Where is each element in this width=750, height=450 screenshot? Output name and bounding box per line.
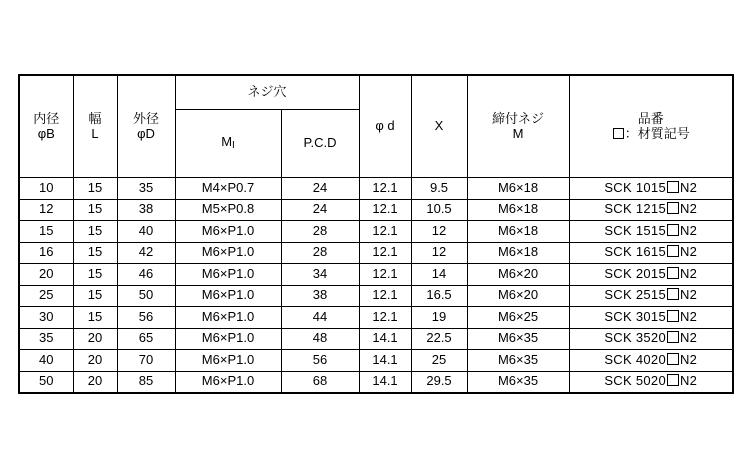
- cell-pcd: 24: [281, 199, 359, 221]
- cell-x: 9.5: [411, 178, 467, 200]
- specification-table: [18, 74, 734, 394]
- cell-part-number: [569, 307, 733, 329]
- cell-inner-diameter: 15: [19, 221, 73, 243]
- cell-inner-diameter: 10: [19, 178, 73, 200]
- cell-tightening-screw: M6×18: [467, 242, 569, 264]
- header-tightening-screw: [467, 75, 569, 178]
- cell-outer-diameter: 85: [117, 371, 175, 393]
- material-code-box-icon: [667, 224, 679, 236]
- material-code-box-icon: [667, 374, 679, 386]
- cell-phi-d: 12.1: [359, 178, 411, 200]
- table-body: [19, 178, 733, 394]
- header-part-number: [569, 75, 733, 178]
- cell-x: 16.5: [411, 285, 467, 307]
- header-m1: [175, 110, 281, 178]
- header-part-number-line2: [570, 127, 733, 142]
- cell-tightening-screw: M6×35: [467, 371, 569, 393]
- header-outer-diameter-line2: φD: [137, 125, 155, 141]
- part-number-suffix: N2: [679, 201, 698, 217]
- cell-phi-d: 12.1: [359, 264, 411, 286]
- header-row-top: [19, 75, 733, 110]
- cell-tightening-screw: M6×35: [467, 328, 569, 350]
- cell-outer-diameter: 42: [117, 242, 175, 264]
- cell-tightening-screw: M6×35: [467, 350, 569, 372]
- cell-width: 15: [73, 264, 117, 286]
- header-outer-diameter: [117, 75, 175, 178]
- header-tightening-screw-line2: M: [512, 125, 524, 141]
- material-code-box-icon: [667, 331, 679, 343]
- cell-tightening-screw: M6×18: [467, 178, 569, 200]
- cell-width: 20: [73, 350, 117, 372]
- cell-outer-diameter: 46: [117, 264, 175, 286]
- cell-phi-d: 12.1: [359, 221, 411, 243]
- material-code-box-icon: [667, 288, 679, 300]
- table-row: [19, 199, 733, 221]
- cell-width: 20: [73, 328, 117, 350]
- cell-part-number: [569, 221, 733, 243]
- cell-width: 15: [73, 242, 117, 264]
- cell-pcd: 24: [281, 178, 359, 200]
- header-pcd: P.C.D: [281, 110, 359, 178]
- header-m1-subscript: I: [232, 140, 235, 152]
- cell-inner-diameter: 40: [19, 350, 73, 372]
- cell-part-number: [569, 178, 733, 200]
- header-width-line1: 幅: [88, 110, 102, 126]
- cell-m1: M6×P1.0: [175, 328, 281, 350]
- cell-part-number: [569, 328, 733, 350]
- part-number-suffix: N2: [679, 222, 698, 238]
- header-screw-hole: ネジ穴: [175, 75, 359, 110]
- material-code-box-icon: [667, 267, 679, 279]
- part-number-suffix: N2: [679, 330, 698, 346]
- cell-pcd: 44: [281, 307, 359, 329]
- cell-tightening-screw: M6×18: [467, 199, 569, 221]
- part-number-prefix: SCK 1615: [604, 244, 666, 260]
- cell-phi-d: 14.1: [359, 328, 411, 350]
- part-number-prefix: SCK 1015: [604, 179, 666, 195]
- cell-pcd: 48: [281, 328, 359, 350]
- part-number-suffix: N2: [679, 179, 698, 195]
- cell-pcd: 68: [281, 371, 359, 393]
- cell-tightening-screw: M6×20: [467, 264, 569, 286]
- cell-m1: M6×P1.0: [175, 350, 281, 372]
- material-code-box-icon: [667, 245, 679, 257]
- spec-table-container: [18, 74, 732, 394]
- cell-width: 15: [73, 285, 117, 307]
- part-number-prefix: SCK 3520: [604, 330, 666, 346]
- cell-outer-diameter: 38: [117, 199, 175, 221]
- cell-width: 15: [73, 199, 117, 221]
- header-m1-text: M: [221, 134, 233, 150]
- cell-outer-diameter: 65: [117, 328, 175, 350]
- header-width-line2: L: [91, 125, 99, 141]
- table-row: [19, 221, 733, 243]
- material-code-box-icon: [613, 128, 624, 139]
- part-number-prefix: SCK 1515: [604, 222, 666, 238]
- cell-inner-diameter: 50: [19, 371, 73, 393]
- cell-phi-d: 14.1: [359, 350, 411, 372]
- cell-tightening-screw: M6×18: [467, 221, 569, 243]
- cell-m1: M6×P1.0: [175, 307, 281, 329]
- cell-tightening-screw: M6×20: [467, 285, 569, 307]
- material-code-box-icon: [667, 353, 679, 365]
- cell-x: 10.5: [411, 199, 467, 221]
- part-number-suffix: N2: [679, 373, 698, 389]
- header-inner-diameter-line2: φB: [37, 125, 55, 141]
- cell-part-number: [569, 242, 733, 264]
- cell-m1: M6×P1.0: [175, 285, 281, 307]
- cell-pcd: 28: [281, 221, 359, 243]
- cell-inner-diameter: 30: [19, 307, 73, 329]
- part-number-prefix: SCK 2515: [604, 287, 666, 303]
- table-row: [19, 285, 733, 307]
- part-number-suffix: N2: [679, 244, 698, 260]
- cell-inner-diameter: 16: [19, 242, 73, 264]
- part-number-suffix: N2: [679, 287, 698, 303]
- table-row: [19, 242, 733, 264]
- cell-pcd: 28: [281, 242, 359, 264]
- header-phi-d: φ d: [359, 75, 411, 178]
- part-number-prefix: SCK 4020: [604, 351, 666, 367]
- cell-m1: M6×P1.0: [175, 371, 281, 393]
- cell-x: 12: [411, 242, 467, 264]
- cell-part-number: [569, 350, 733, 372]
- material-code-box-icon: [667, 202, 679, 214]
- cell-phi-d: 12.1: [359, 199, 411, 221]
- cell-x: 25: [411, 350, 467, 372]
- table-row: [19, 178, 733, 200]
- material-code-box-icon: [667, 310, 679, 322]
- cell-inner-diameter: 20: [19, 264, 73, 286]
- cell-pcd: 34: [281, 264, 359, 286]
- cell-x: 12: [411, 221, 467, 243]
- cell-x: 22.5: [411, 328, 467, 350]
- cell-part-number: [569, 264, 733, 286]
- cell-m1: M4×P0.7: [175, 178, 281, 200]
- cell-pcd: 38: [281, 285, 359, 307]
- header-x: X: [411, 75, 467, 178]
- header-tightening-screw-line1: 締付ネジ: [492, 110, 545, 126]
- cell-outer-diameter: 40: [117, 221, 175, 243]
- cell-x: 14: [411, 264, 467, 286]
- cell-phi-d: 12.1: [359, 242, 411, 264]
- cell-m1: M5×P0.8: [175, 199, 281, 221]
- cell-phi-d: 12.1: [359, 307, 411, 329]
- cell-m1: M6×P1.0: [175, 242, 281, 264]
- cell-outer-diameter: 56: [117, 307, 175, 329]
- cell-part-number: [569, 371, 733, 393]
- cell-width: 15: [73, 307, 117, 329]
- cell-m1: M6×P1.0: [175, 264, 281, 286]
- table-row: [19, 328, 733, 350]
- part-number-suffix: N2: [679, 265, 698, 281]
- cell-part-number: [569, 199, 733, 221]
- part-number-prefix: SCK 2015: [604, 265, 666, 281]
- cell-x: 29.5: [411, 371, 467, 393]
- cell-pcd: 56: [281, 350, 359, 372]
- part-number-prefix: SCK 1215: [604, 201, 666, 217]
- header-part-number-suffix: ：材質記号: [624, 125, 690, 141]
- cell-inner-diameter: 12: [19, 199, 73, 221]
- header-width: [73, 75, 117, 178]
- table-header: [19, 75, 733, 178]
- part-number-prefix: SCK 5020: [604, 373, 666, 389]
- cell-phi-d: 14.1: [359, 371, 411, 393]
- table-row: [19, 371, 733, 393]
- table-row: [19, 350, 733, 372]
- cell-width: 15: [73, 178, 117, 200]
- cell-width: 15: [73, 221, 117, 243]
- part-number-prefix: SCK 3015: [604, 308, 666, 324]
- cell-width: 20: [73, 371, 117, 393]
- header-inner-diameter-line1: 内径: [33, 110, 60, 126]
- table-row: [19, 307, 733, 329]
- part-number-suffix: N2: [679, 308, 698, 324]
- cell-part-number: [569, 285, 733, 307]
- cell-inner-diameter: 25: [19, 285, 73, 307]
- cell-outer-diameter: 35: [117, 178, 175, 200]
- header-outer-diameter-line1: 外径: [132, 110, 159, 126]
- cell-m1: M6×P1.0: [175, 221, 281, 243]
- header-part-number-line1: 品番: [637, 110, 664, 126]
- part-number-suffix: N2: [679, 351, 698, 367]
- cell-tightening-screw: M6×25: [467, 307, 569, 329]
- cell-outer-diameter: 70: [117, 350, 175, 372]
- cell-outer-diameter: 50: [117, 285, 175, 307]
- cell-inner-diameter: 35: [19, 328, 73, 350]
- cell-phi-d: 12.1: [359, 285, 411, 307]
- table-row: [19, 264, 733, 286]
- cell-x: 19: [411, 307, 467, 329]
- header-inner-diameter: [19, 75, 73, 178]
- material-code-box-icon: [667, 181, 679, 193]
